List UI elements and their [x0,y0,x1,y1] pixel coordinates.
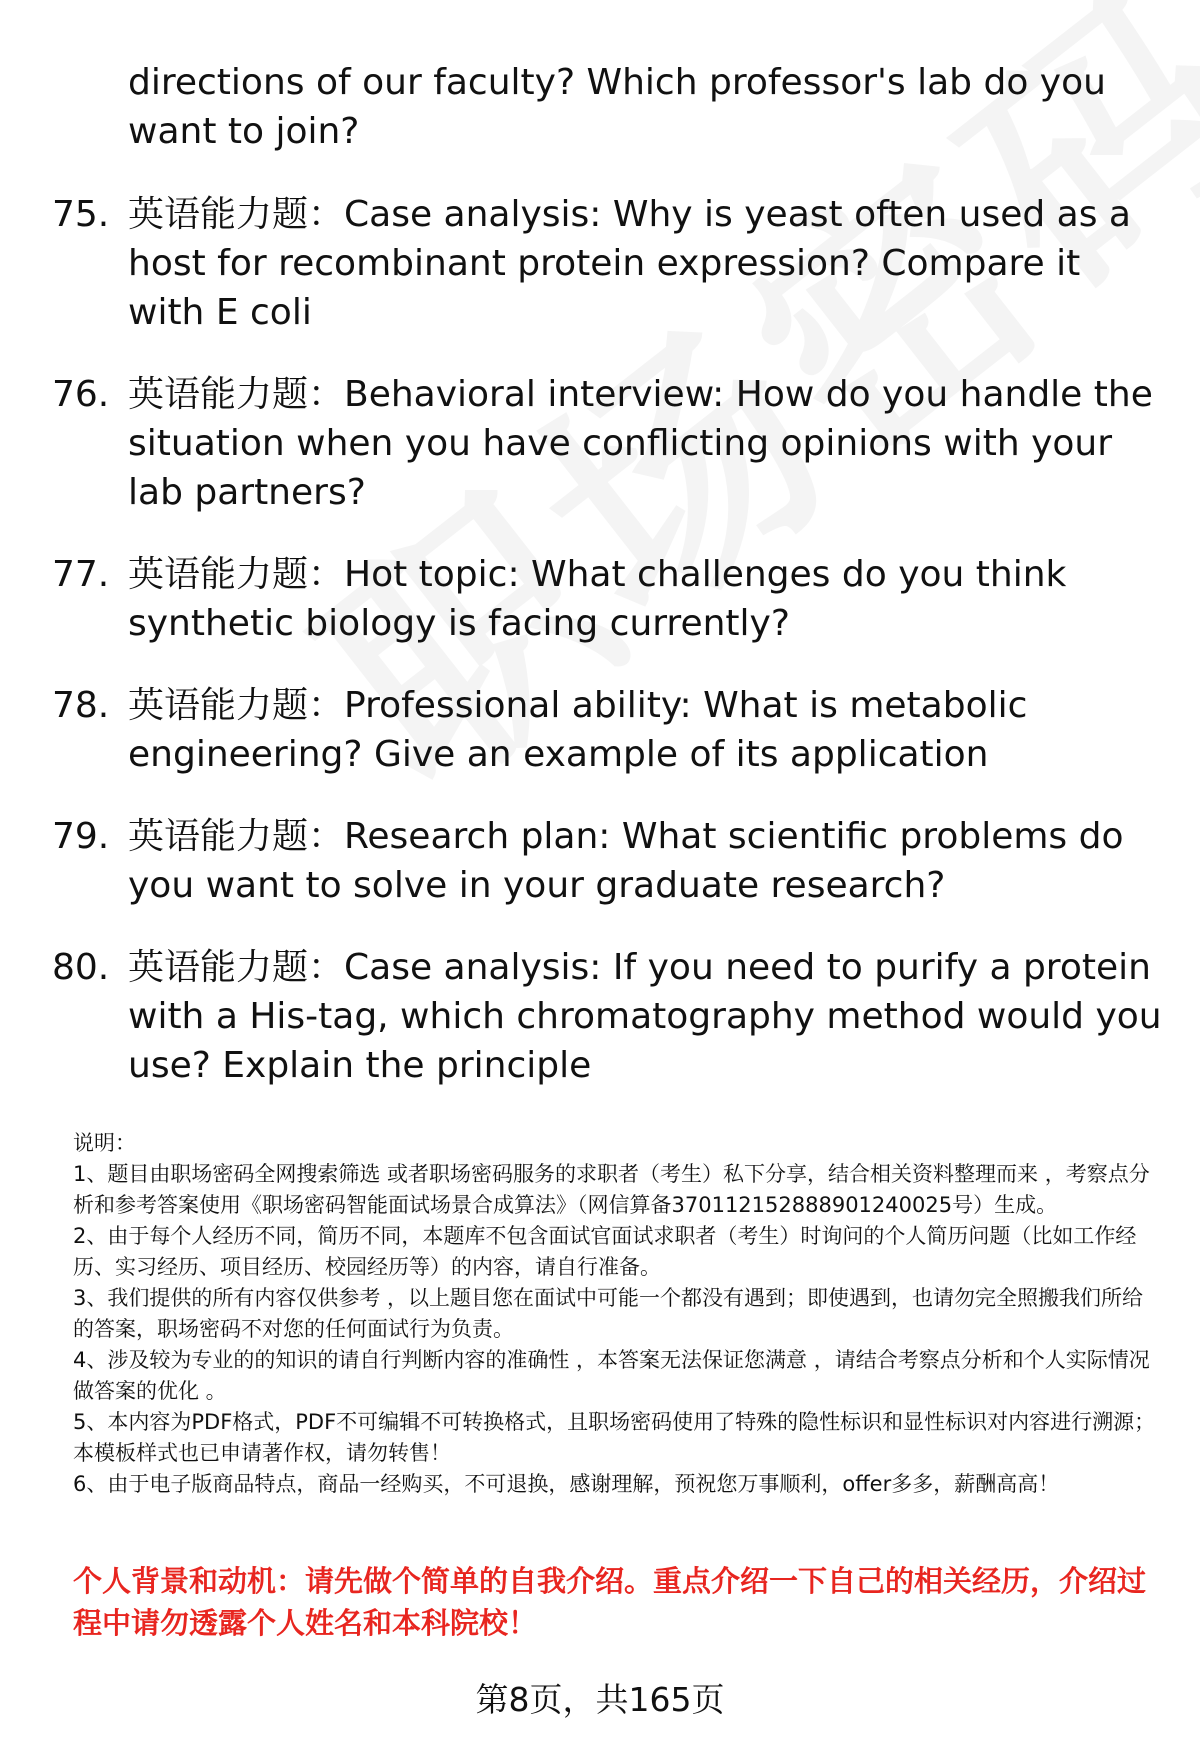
question-text: 英语能力题：Research plan: What scientific problems do you want to solve in your graduate research? [128,816,1124,906]
question-number: 80. [52,947,110,988]
notes-section [73,1128,1163,1500]
notes-title: 说明： [73,1131,136,1155]
question-number: 79. [52,816,110,857]
note-item: 5、本内容为PDF格式，PDF不可编辑不可转换格式，且职场密码使用了特殊的隐性标识和显性标识对内容进行溯源；本模板样式也已申请著作权，请勿转售！ [73,1410,1156,1465]
question-item [52,943,1162,1090]
highlight-question: 个人背景和动机：请先做个简单的自我介绍。重点介绍一下自己的相关经历，介绍过程中请勿透露个人姓名和本科院校！ [73,1564,1147,1640]
question-item [52,370,1162,517]
question-text: 英语能力题：Professional ability: What is metabolic engineering? Give an example of its application [128,685,1028,775]
page-number: 第8页，共165页 [475,1680,725,1719]
question-text: 英语能力题：Case analysis: If you need to purify a protein with a His-tag, which chromatography method would you use? Explain the principle [128,947,1162,1086]
question-text: 英语能力题：Behavioral interview: How do you handle the situation when you have conflicting opinions with your lab partners? [128,374,1153,513]
question-item [52,681,1162,779]
question-number: 78. [52,685,110,726]
note-item: 3、我们提供的所有内容仅供参考 ，以上题目您在面试中可能一个都没有遇到；即使遇到，也请勿完全照搬我们所给的答案，职场密码不对您的任何面试行为负责。 [73,1286,1144,1341]
question-item [52,190,1162,337]
note-item: 2、由于每个人经历不同，简历不同，本题库不包含面试官面试求职者（考生）时询问的个人简历问题（比如工作经历、实习经历、项目经历、校园经历等）的内容，请自行准备。 [73,1224,1137,1279]
note-item: 1、题目由职场密码全网搜索筛选 或者职场密码服务的求职者（考生）私下分享，结合相关资料整理而来 ，考察点分析和参考答案使用《职场密码智能面试场景合成算法》（网信算备370112152888901240025号）生成。 [73,1162,1150,1217]
question-text: 英语能力题：Hot topic: What challenges do you think synthetic biology is facing currently? [128,554,1067,644]
note-item: 6、由于电子版商品特点，商品一经购买，不可退换，感谢理解，预祝您万事顺利，offer多多，薪酬高高！ [73,1472,1060,1496]
question-text: 英语能力题：Case analysis: Why is yeast often used as a host for recombinant protein expression? Compare it with E coli [128,194,1131,333]
question-list [52,190,1162,1123]
question-continuation: directions of our faculty? Which professor's lab do you want to join? [128,62,1106,152]
question-number: 76. [52,374,110,415]
question-number: 75. [52,194,110,235]
note-item: 4、涉及较为专业的的知识的请自行判断内容的准确性 ，本答案无法保证您满意 ，请结合考察点分析和个人实际情况做答案的优化 。 [73,1348,1150,1403]
question-item [52,550,1162,648]
question-number: 77. [52,554,110,595]
question-item [52,812,1162,910]
